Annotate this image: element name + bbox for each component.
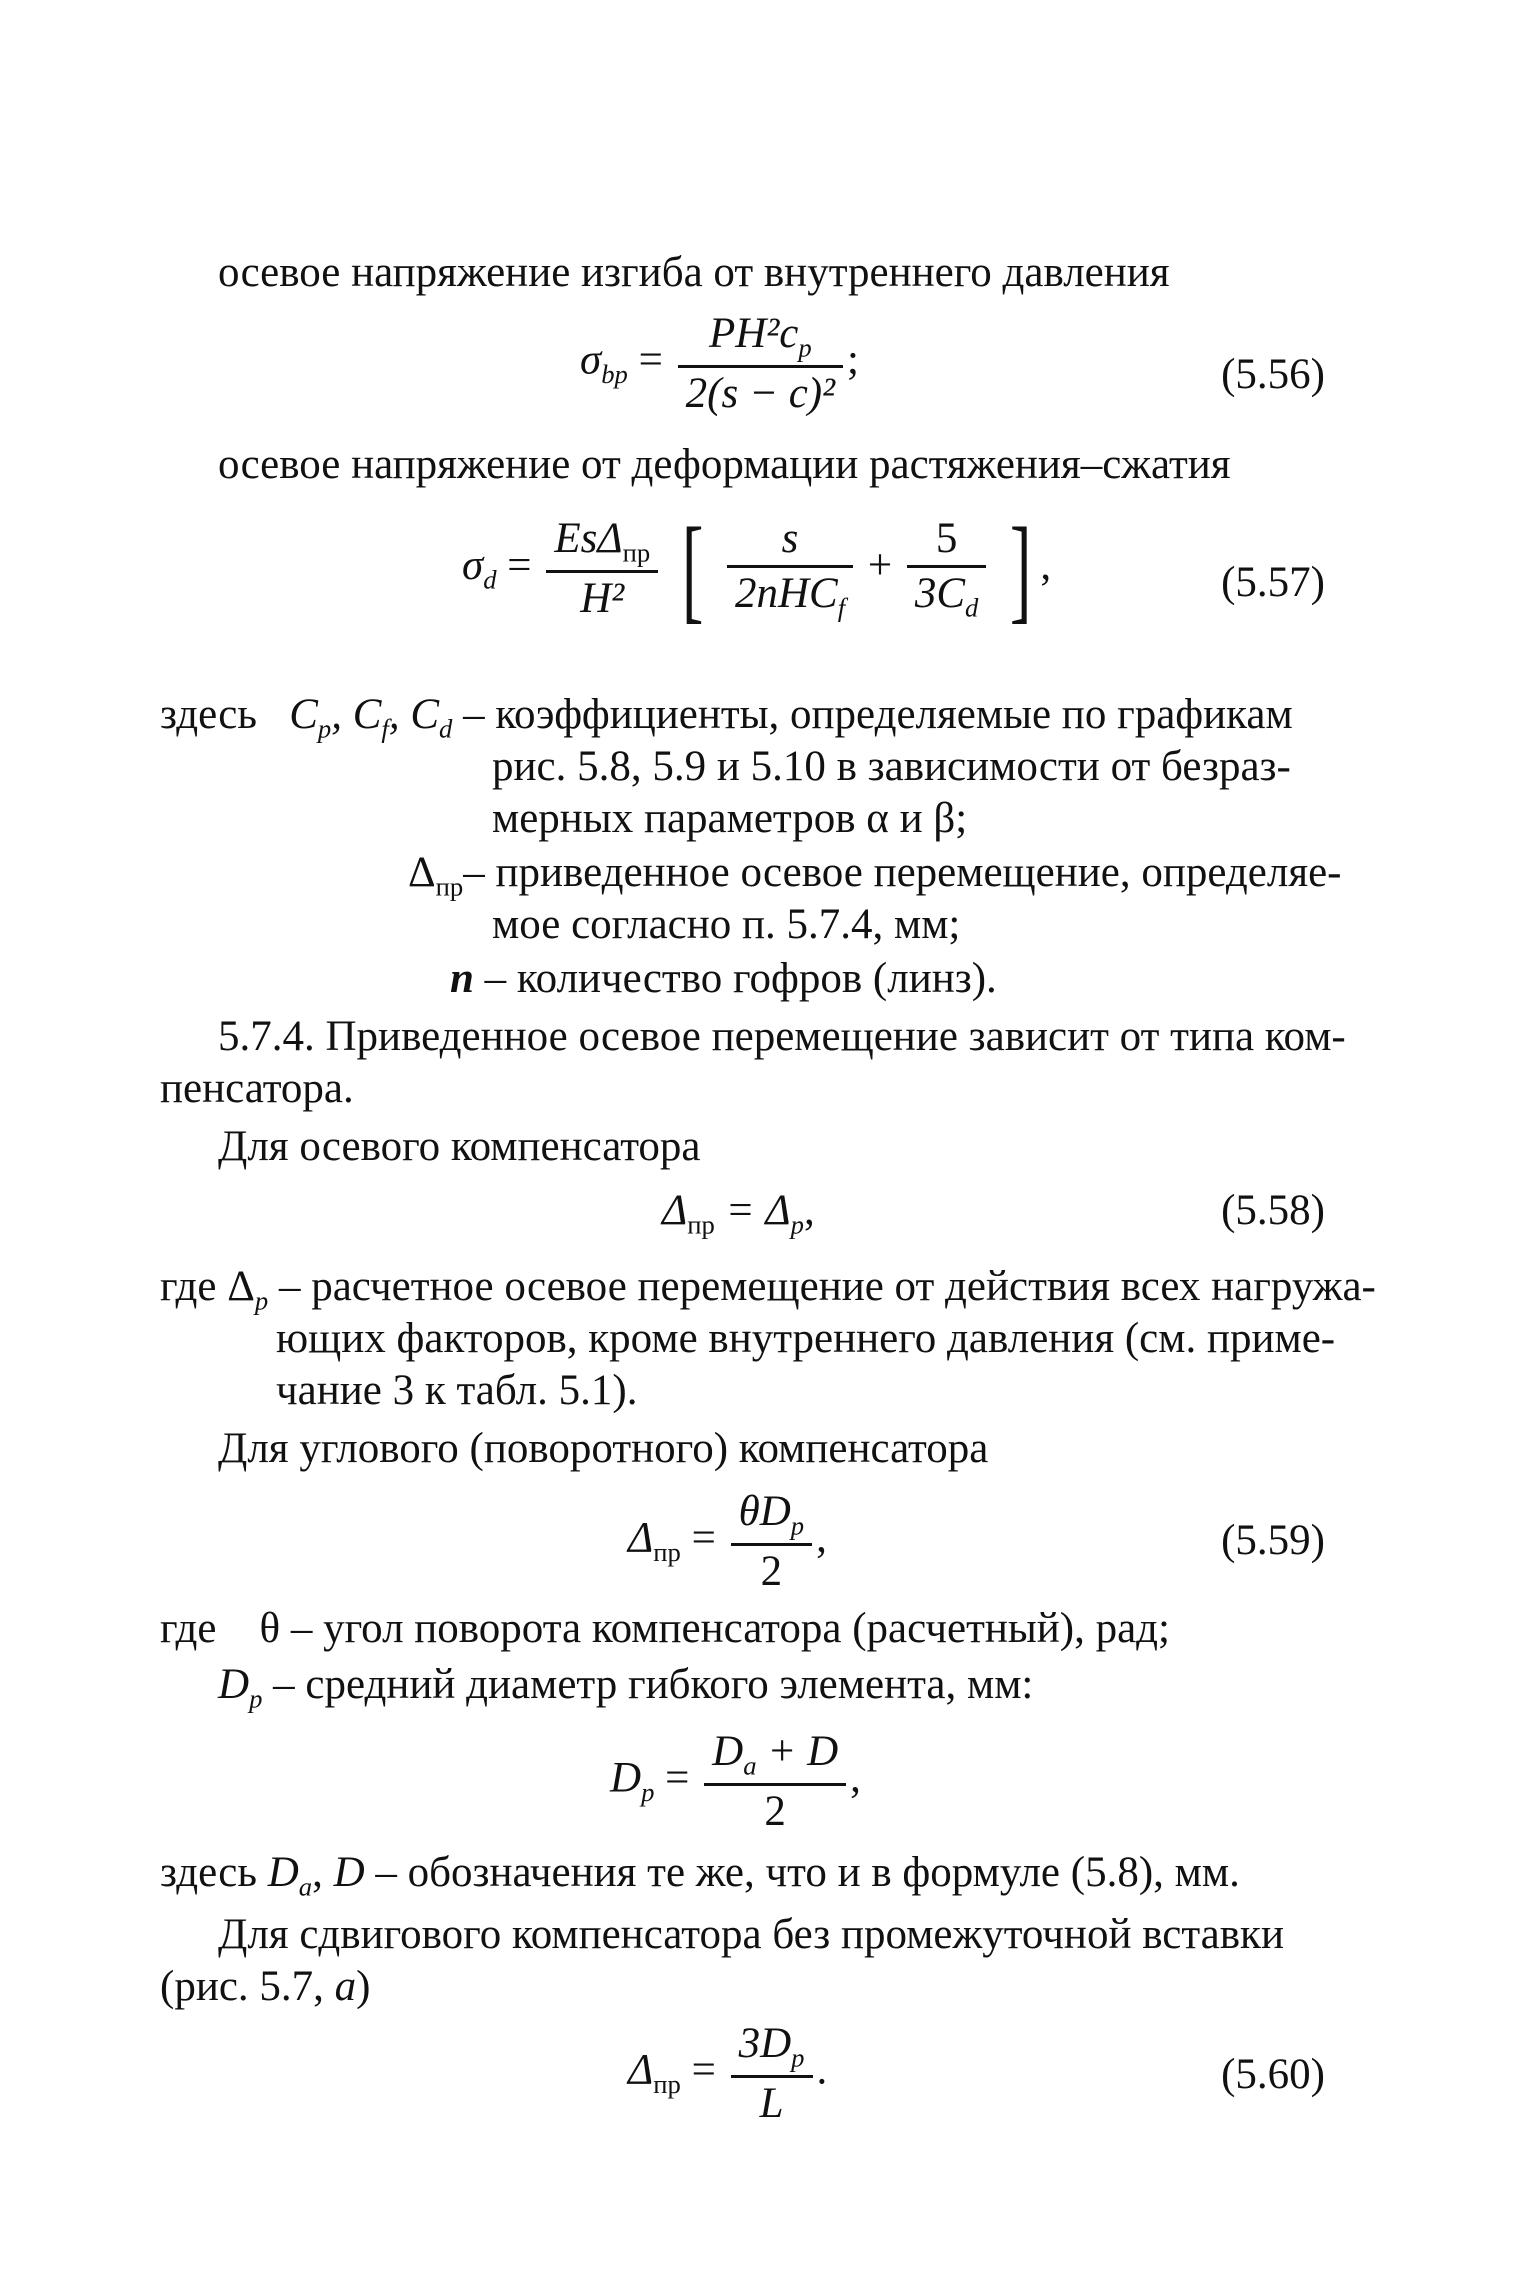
left-bracket: [ (681, 503, 704, 634)
equation-number: (5.56) (1221, 351, 1325, 398)
equation-number: (5.58) (1221, 1187, 1325, 1234)
paragraph-line: Для сдвигового компенсатора без промежуточной вставки (218, 1911, 1284, 1958)
definition-line: ющих факторов, кроме внутреннего давления (см. приме- (276, 1315, 1336, 1362)
equation-5-59: $\Delta_{пр}$ = $\frac{\theta D_p}{2}$ , (628, 1488, 827, 1595)
definition-line: где $\Delta_p$ – расчетное осевое перемещение от действия всех нагружа- (160, 1263, 1376, 1316)
equation-5-58: $\Delta_{пр} = \Delta_p$, (662, 1187, 815, 1240)
definition-line: мерных параметров α и β; (492, 795, 968, 842)
equation-number: (5.60) (1221, 2051, 1325, 2098)
paragraph-line: Для осевого компенсатора (218, 1123, 701, 1170)
definition-line: $\Delta_{пр}-$ приведенное осевое перемещение, определяе- (408, 849, 1342, 902)
definition-line: здесь $C_p$, $C_f$, $C_d$ – коэффициенты, определяемые по графикам (160, 691, 1293, 744)
fraction: $\frac{PH^2c_p}{\text{2(s − c)²}}$ (678, 308, 843, 419)
equation-number: (5.57) (1221, 559, 1325, 606)
paragraph-line: 5.7.4. Приведенное осевое перемещение зависит от типа ком- (218, 1013, 1346, 1060)
definition-line: здесь $D_a$, D – обозначения те же, что и в формуле (5.8), мм. (160, 1849, 1240, 1902)
paragraph-line: пенсатора. (160, 1065, 354, 1112)
definition-line: $D_p$ – средний диаметр гибкого элемента, мм: (218, 1661, 1034, 1714)
definition-line: n – количество гофров (линз). (450, 955, 997, 1002)
definition-line: рис. 5.8, 5.9 и 5.10 в зависимости от безраз- (492, 743, 1291, 790)
equation-5-60: $\Delta_{пр}$ = $\frac{3D_p}{L}$ . (628, 2020, 828, 2127)
equation-5-57: $\sigma_d$ = $\frac{Es\Delta_{пр}}{\text{H²}}$ [ $\frac{s}{2nHC_f}$ + $\frac{5}{3C_d}$ ] , (462, 503, 1052, 634)
definition-line: где θ – угол поворота компенсатора (расчетный), рад; (160, 1605, 1171, 1652)
right-bracket: ] (1009, 503, 1032, 634)
text-line: осевое напряжение от деформации растяжения–сжатия (218, 441, 1231, 488)
paragraph-line: (рис. 5.7, а) (160, 1963, 371, 2010)
equation-5-56: $\sigma_{bp}$ = $\frac{PH^2c_p}{\text{2(s − c)²}}$ ; (580, 308, 859, 419)
definition-line: чание 3 к табл. 5.1). (276, 1367, 638, 1414)
definition-line: мое согласно п. 5.7.4, мм; (492, 901, 961, 948)
text-line: осевое напряжение изгиба от внутреннего давления (218, 249, 1170, 296)
paragraph-line: Для углового (поворотного) компенсатора (218, 1425, 989, 1472)
equation-dp: $D_p$ = $\frac{D_a + D}{2}$ , (610, 1728, 861, 1835)
equation-number: (5.59) (1221, 1517, 1325, 1564)
